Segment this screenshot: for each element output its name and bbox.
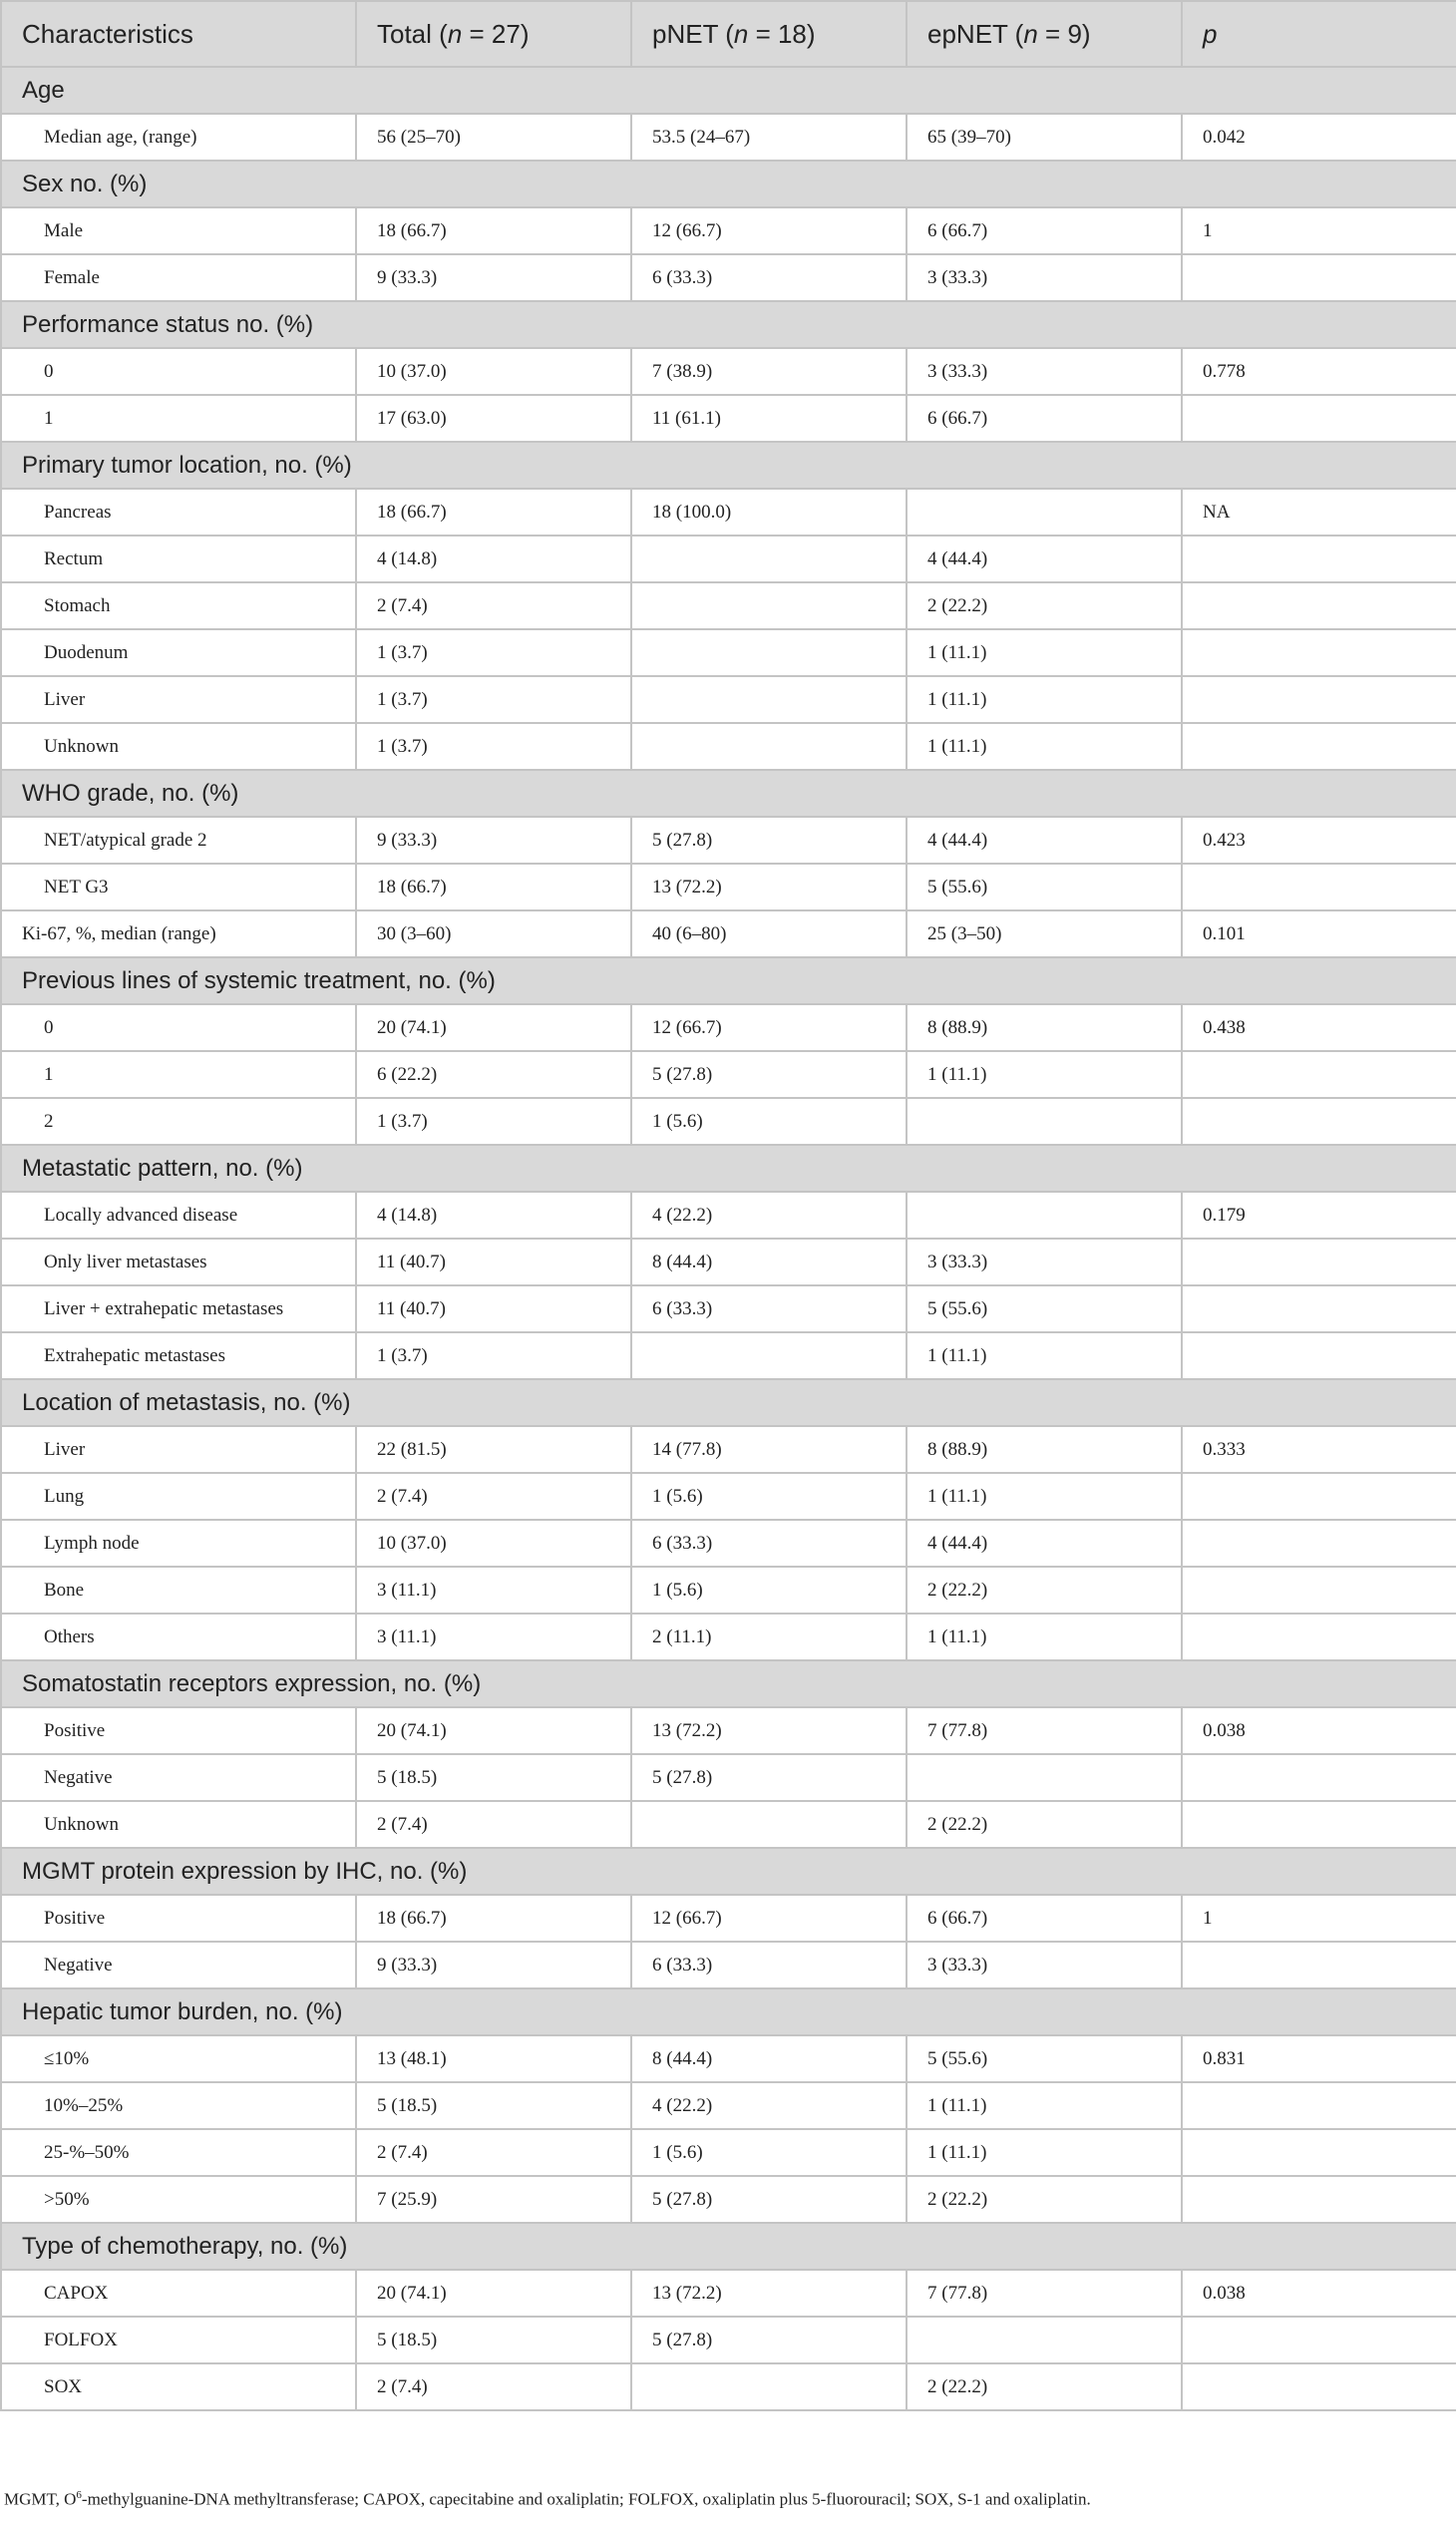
section-header-row [1,161,1456,207]
epnet-cell: 8 (88.9) [907,1426,1182,1473]
p-value-cell: 0.438 [1182,1004,1456,1051]
total-cell: 4 (14.8) [356,1192,631,1239]
total-cell: 30 (3–60) [356,910,631,957]
header-total-post: = 27) [462,18,530,49]
section-title: Primary tumor location, no. (%) [1,442,1456,489]
pnet-cell: 14 (77.8) [631,1426,907,1473]
row-label-cell: Rectum [1,536,356,582]
row-label-cell: Positive [1,1707,356,1754]
footnote-pre: MGMT, O [4,2489,77,2509]
table-row [1,910,1456,957]
p-value-cell: 0.101 [1182,910,1456,957]
table-row [1,114,1456,161]
total-cell: 5 (18.5) [356,2317,631,2363]
p-value-cell [1182,1754,1456,1801]
section-header-row [1,770,1456,817]
total-cell: 5 (18.5) [356,1754,631,1801]
total-cell: 4 (14.8) [356,536,631,582]
p-value-cell [1182,1332,1456,1379]
header-characteristics [1,1,356,67]
pnet-cell [631,536,907,582]
p-value-cell [1182,1239,1456,1285]
table-row [1,1426,1456,1473]
total-cell: 11 (40.7) [356,1239,631,1285]
table-row [1,1285,1456,1332]
total-cell: 18 (66.7) [356,207,631,254]
pnet-cell: 2 (11.1) [631,1614,907,1660]
table-row [1,2129,1456,2176]
total-cell: 2 (7.4) [356,1801,631,1848]
epnet-cell: 6 (66.7) [907,395,1182,442]
pnet-cell: 8 (44.4) [631,1239,907,1285]
epnet-cell: 2 (22.2) [907,1801,1182,1848]
row-label-cell: Liver [1,676,356,723]
pnet-cell: 1 (5.6) [631,1473,907,1520]
p-value-cell [1182,629,1456,676]
table-row [1,536,1456,582]
epnet-cell: 1 (11.1) [907,723,1182,770]
p-value-cell [1182,1801,1456,1848]
table-row [1,395,1456,442]
epnet-cell: 65 (39–70) [907,114,1182,161]
epnet-cell: 4 (44.4) [907,1520,1182,1567]
table-row [1,1473,1456,1520]
section-title: Location of metastasis, no. (%) [1,1379,1456,1426]
section-header-row [1,1848,1456,1895]
row-label-cell: Others [1,1614,356,1660]
row-label-cell: 25-%–50% [1,2129,356,2176]
p-value-cell [1182,395,1456,442]
total-cell: 9 (33.3) [356,817,631,864]
table-footnote [0,2489,1456,2510]
row-label-cell: 1 [1,1051,356,1098]
pnet-cell: 11 (61.1) [631,395,907,442]
epnet-cell [907,1192,1182,1239]
table-row [1,1707,1456,1754]
p-value-cell [1182,582,1456,629]
table-row [1,1895,1456,1942]
row-label-cell: Unknown [1,723,356,770]
header-p [1182,1,1456,67]
header-total-pre: Total ( [377,18,448,49]
row-label-cell: 10%–25% [1,2082,356,2129]
epnet-cell: 1 (11.1) [907,1614,1182,1660]
total-cell: 1 (3.7) [356,629,631,676]
section-header-row [1,1660,1456,1707]
row-label-cell: Negative [1,1754,356,1801]
row-label-cell: Positive [1,1895,356,1942]
p-value-cell [1182,2176,1456,2223]
table-row [1,1942,1456,1988]
pnet-cell: 6 (33.3) [631,1520,907,1567]
epnet-cell: 1 (11.1) [907,1051,1182,1098]
table-row [1,1004,1456,1051]
table-header [1,1,1456,67]
section-title: Sex no. (%) [1,161,1456,207]
total-cell: 9 (33.3) [356,1942,631,1988]
section-title: Somatostatin receptors expression, no. (%) [1,1660,1456,1707]
epnet-cell [907,1098,1182,1145]
table-row [1,2035,1456,2082]
section-title: MGMT protein expression by IHC, no. (%) [1,1848,1456,1895]
pnet-cell [631,2363,907,2410]
table-row [1,1192,1456,1239]
section-title: WHO grade, no. (%) [1,770,1456,817]
section-title: Metastatic pattern, no. (%) [1,1145,1456,1192]
table-row [1,2082,1456,2129]
total-cell: 20 (74.1) [356,1004,631,1051]
table-row [1,1098,1456,1145]
table-row [1,629,1456,676]
epnet-cell: 6 (66.7) [907,207,1182,254]
pnet-cell: 5 (27.8) [631,2317,907,2363]
header-characteristics-text: Characteristics [22,18,193,49]
row-label-cell: NET/atypical grade 2 [1,817,356,864]
header-epnet-post: = 9) [1037,18,1091,49]
row-label-cell: CAPOX [1,2270,356,2317]
pnet-cell [631,1332,907,1379]
epnet-cell [907,1754,1182,1801]
row-label-cell: Liver + extrahepatic metastases [1,1285,356,1332]
row-label-cell: Male [1,207,356,254]
table-row [1,1567,1456,1614]
section-title: Performance status no. (%) [1,301,1456,348]
table-row [1,864,1456,910]
p-value-cell: 0.778 [1182,348,1456,395]
row-label-cell: Only liver metastases [1,1239,356,1285]
row-label-cell: NET G3 [1,864,356,910]
p-value-cell [1182,1567,1456,1614]
row-label-cell: Female [1,254,356,301]
total-cell: 3 (11.1) [356,1567,631,1614]
table-body [1,67,1456,2410]
row-label-cell: Locally advanced disease [1,1192,356,1239]
row-label-cell: Ki-67, %, median (range) [1,910,356,957]
table-row [1,1332,1456,1379]
total-cell: 18 (66.7) [356,1895,631,1942]
table-row [1,1051,1456,1098]
header-row [1,1,1456,67]
pnet-cell: 1 (5.6) [631,1098,907,1145]
p-value-cell: 0.038 [1182,1707,1456,1754]
table-row [1,2176,1456,2223]
row-label-cell: Lung [1,1473,356,1520]
p-value-cell [1182,2082,1456,2129]
total-cell: 10 (37.0) [356,348,631,395]
section-header-row [1,301,1456,348]
total-cell: 20 (74.1) [356,2270,631,2317]
p-value-cell: 0.423 [1182,817,1456,864]
p-value-cell: 0.038 [1182,2270,1456,2317]
p-value-cell: 0.831 [1182,2035,1456,2082]
epnet-cell: 7 (77.8) [907,2270,1182,2317]
header-epnet-n: n [1023,18,1038,49]
pnet-cell: 6 (33.3) [631,254,907,301]
header-epnet [907,1,1182,67]
epnet-cell: 5 (55.6) [907,2035,1182,2082]
pnet-cell [631,676,907,723]
epnet-cell: 4 (44.4) [907,817,1182,864]
total-cell: 1 (3.7) [356,1332,631,1379]
pnet-cell: 6 (33.3) [631,1942,907,1988]
total-cell: 1 (3.7) [356,723,631,770]
epnet-cell: 2 (22.2) [907,2176,1182,2223]
total-cell: 10 (37.0) [356,1520,631,1567]
pnet-cell: 1 (5.6) [631,2129,907,2176]
header-pnet-post: = 18) [748,18,816,49]
row-label-cell: Pancreas [1,489,356,536]
section-title: Hepatic tumor burden, no. (%) [1,1988,1456,2035]
epnet-cell: 1 (11.1) [907,2082,1182,2129]
epnet-cell: 4 (44.4) [907,536,1182,582]
table-row [1,254,1456,301]
total-cell: 11 (40.7) [356,1285,631,1332]
pnet-cell: 8 (44.4) [631,2035,907,2082]
row-label-cell: 0 [1,348,356,395]
pnet-cell: 7 (38.9) [631,348,907,395]
pnet-cell: 13 (72.2) [631,1707,907,1754]
epnet-cell: 3 (33.3) [907,348,1182,395]
section-title: Age [1,67,1456,114]
row-label-cell: 0 [1,1004,356,1051]
epnet-cell: 5 (55.6) [907,1285,1182,1332]
section-header-row [1,957,1456,1004]
pnet-cell: 13 (72.2) [631,2270,907,2317]
row-label-cell: Lymph node [1,1520,356,1567]
p-value-cell [1182,1473,1456,1520]
section-header-row [1,2223,1456,2270]
p-value-cell [1182,676,1456,723]
table-row [1,1754,1456,1801]
pnet-cell: 4 (22.2) [631,2082,907,2129]
p-value-cell [1182,2317,1456,2363]
epnet-cell: 2 (22.2) [907,2363,1182,2410]
total-cell: 7 (25.9) [356,2176,631,2223]
total-cell: 18 (66.7) [356,864,631,910]
section-title: Type of chemotherapy, no. (%) [1,2223,1456,2270]
p-value-cell [1182,1051,1456,1098]
table-row [1,723,1456,770]
epnet-cell: 3 (33.3) [907,1239,1182,1285]
p-value-cell [1182,2129,1456,2176]
total-cell: 3 (11.1) [356,1614,631,1660]
total-cell: 1 (3.7) [356,676,631,723]
total-cell: 2 (7.4) [356,2363,631,2410]
table-row [1,348,1456,395]
table-row [1,582,1456,629]
header-pnet-n: n [733,18,749,49]
table-row [1,1801,1456,1848]
pnet-cell: 18 (100.0) [631,489,907,536]
epnet-cell: 6 (66.7) [907,1895,1182,1942]
footnote-post: -methylguanine-DNA methyltransferase; CAPOX, capecitabine and oxaliplatin; FOLFOX, oxaliplatin plus 5-fluorouracil; SOX, S-1 and oxaliplatin. [81,2489,1091,2509]
epnet-cell: 2 (22.2) [907,1567,1182,1614]
row-label-cell: Bone [1,1567,356,1614]
header-total [356,1,631,67]
row-label-cell: FOLFOX [1,2317,356,2363]
pnet-cell: 5 (27.8) [631,1754,907,1801]
pnet-cell: 1 (5.6) [631,1567,907,1614]
p-value-cell [1182,2363,1456,2410]
header-total-n: n [447,18,463,49]
section-header-row [1,1379,1456,1426]
row-label-cell: Negative [1,1942,356,1988]
p-value-cell: 1 [1182,1895,1456,1942]
section-header-row [1,1988,1456,2035]
table-row [1,676,1456,723]
row-label-cell: Median age, (range) [1,114,356,161]
total-cell: 13 (48.1) [356,2035,631,2082]
pnet-cell: 12 (66.7) [631,1895,907,1942]
epnet-cell: 1 (11.1) [907,1332,1182,1379]
row-label-cell: 1 [1,395,356,442]
p-value-cell [1182,536,1456,582]
total-cell: 2 (7.4) [356,582,631,629]
section-header-row [1,442,1456,489]
total-cell: 20 (74.1) [356,1707,631,1754]
pnet-cell: 12 (66.7) [631,1004,907,1051]
total-cell: 18 (66.7) [356,489,631,536]
pnet-cell: 4 (22.2) [631,1192,907,1239]
epnet-cell: 2 (22.2) [907,582,1182,629]
pnet-cell: 53.5 (24–67) [631,114,907,161]
p-value-cell [1182,1520,1456,1567]
pnet-cell: 12 (66.7) [631,207,907,254]
p-value-cell [1182,723,1456,770]
p-value-cell: 0.179 [1182,1192,1456,1239]
total-cell: 6 (22.2) [356,1051,631,1098]
total-cell: 17 (63.0) [356,395,631,442]
p-value-cell [1182,1285,1456,1332]
p-value-cell: NA [1182,489,1456,536]
epnet-cell: 1 (11.1) [907,629,1182,676]
total-cell: 5 (18.5) [356,2082,631,2129]
row-label-cell: ≤10% [1,2035,356,2082]
row-label-cell: >50% [1,2176,356,2223]
row-label-cell: 2 [1,1098,356,1145]
p-value-cell [1182,864,1456,910]
table-row [1,817,1456,864]
total-cell: 22 (81.5) [356,1426,631,1473]
pnet-cell [631,723,907,770]
total-cell: 2 (7.4) [356,2129,631,2176]
header-pnet [631,1,907,67]
pnet-cell: 6 (33.3) [631,1285,907,1332]
total-cell: 56 (25–70) [356,114,631,161]
row-label-cell: Duodenum [1,629,356,676]
epnet-cell: 1 (11.1) [907,2129,1182,2176]
total-cell: 1 (3.7) [356,1098,631,1145]
p-value-cell: 1 [1182,207,1456,254]
epnet-cell: 25 (3–50) [907,910,1182,957]
pnet-cell [631,582,907,629]
total-cell: 9 (33.3) [356,254,631,301]
table-row [1,1520,1456,1567]
epnet-cell: 1 (11.1) [907,1473,1182,1520]
table-row [1,489,1456,536]
header-pnet-pre: pNET ( [652,18,734,49]
epnet-cell [907,2317,1182,2363]
section-header-row [1,67,1456,114]
footnote-sup: 6 [76,2489,82,2501]
p-value-cell [1182,1098,1456,1145]
row-label-cell: SOX [1,2363,356,2410]
epnet-cell [907,489,1182,536]
epnet-cell: 5 (55.6) [907,864,1182,910]
epnet-cell: 8 (88.9) [907,1004,1182,1051]
section-title: Previous lines of systemic treatment, no. (%) [1,957,1456,1004]
table-row [1,1614,1456,1660]
epnet-cell: 3 (33.3) [907,1942,1182,1988]
row-label-cell: Extrahepatic metastases [1,1332,356,1379]
p-value-cell [1182,1614,1456,1660]
total-cell: 2 (7.4) [356,1473,631,1520]
epnet-cell: 3 (33.3) [907,254,1182,301]
p-value-cell: 0.333 [1182,1426,1456,1473]
pnet-cell [631,629,907,676]
epnet-cell: 1 (11.1) [907,676,1182,723]
table-row [1,2363,1456,2410]
row-label-cell: Unknown [1,1801,356,1848]
table-row [1,207,1456,254]
row-label-cell: Stomach [1,582,356,629]
pnet-cell [631,1801,907,1848]
p-value-cell [1182,1942,1456,1988]
p-value-cell: 0.042 [1182,114,1456,161]
pnet-cell: 13 (72.2) [631,864,907,910]
pnet-cell: 40 (6–80) [631,910,907,957]
table-row [1,2270,1456,2317]
pnet-cell: 5 (27.8) [631,1051,907,1098]
header-epnet-pre: epNET ( [927,18,1024,49]
section-header-row [1,1145,1456,1192]
epnet-cell: 7 (77.8) [907,1707,1182,1754]
pnet-cell: 5 (27.8) [631,2176,907,2223]
row-label-cell: Liver [1,1426,356,1473]
pnet-cell: 5 (27.8) [631,817,907,864]
header-p-text: p [1203,18,1218,49]
table-row [1,2317,1456,2363]
table-row [1,1239,1456,1285]
p-value-cell [1182,254,1456,301]
